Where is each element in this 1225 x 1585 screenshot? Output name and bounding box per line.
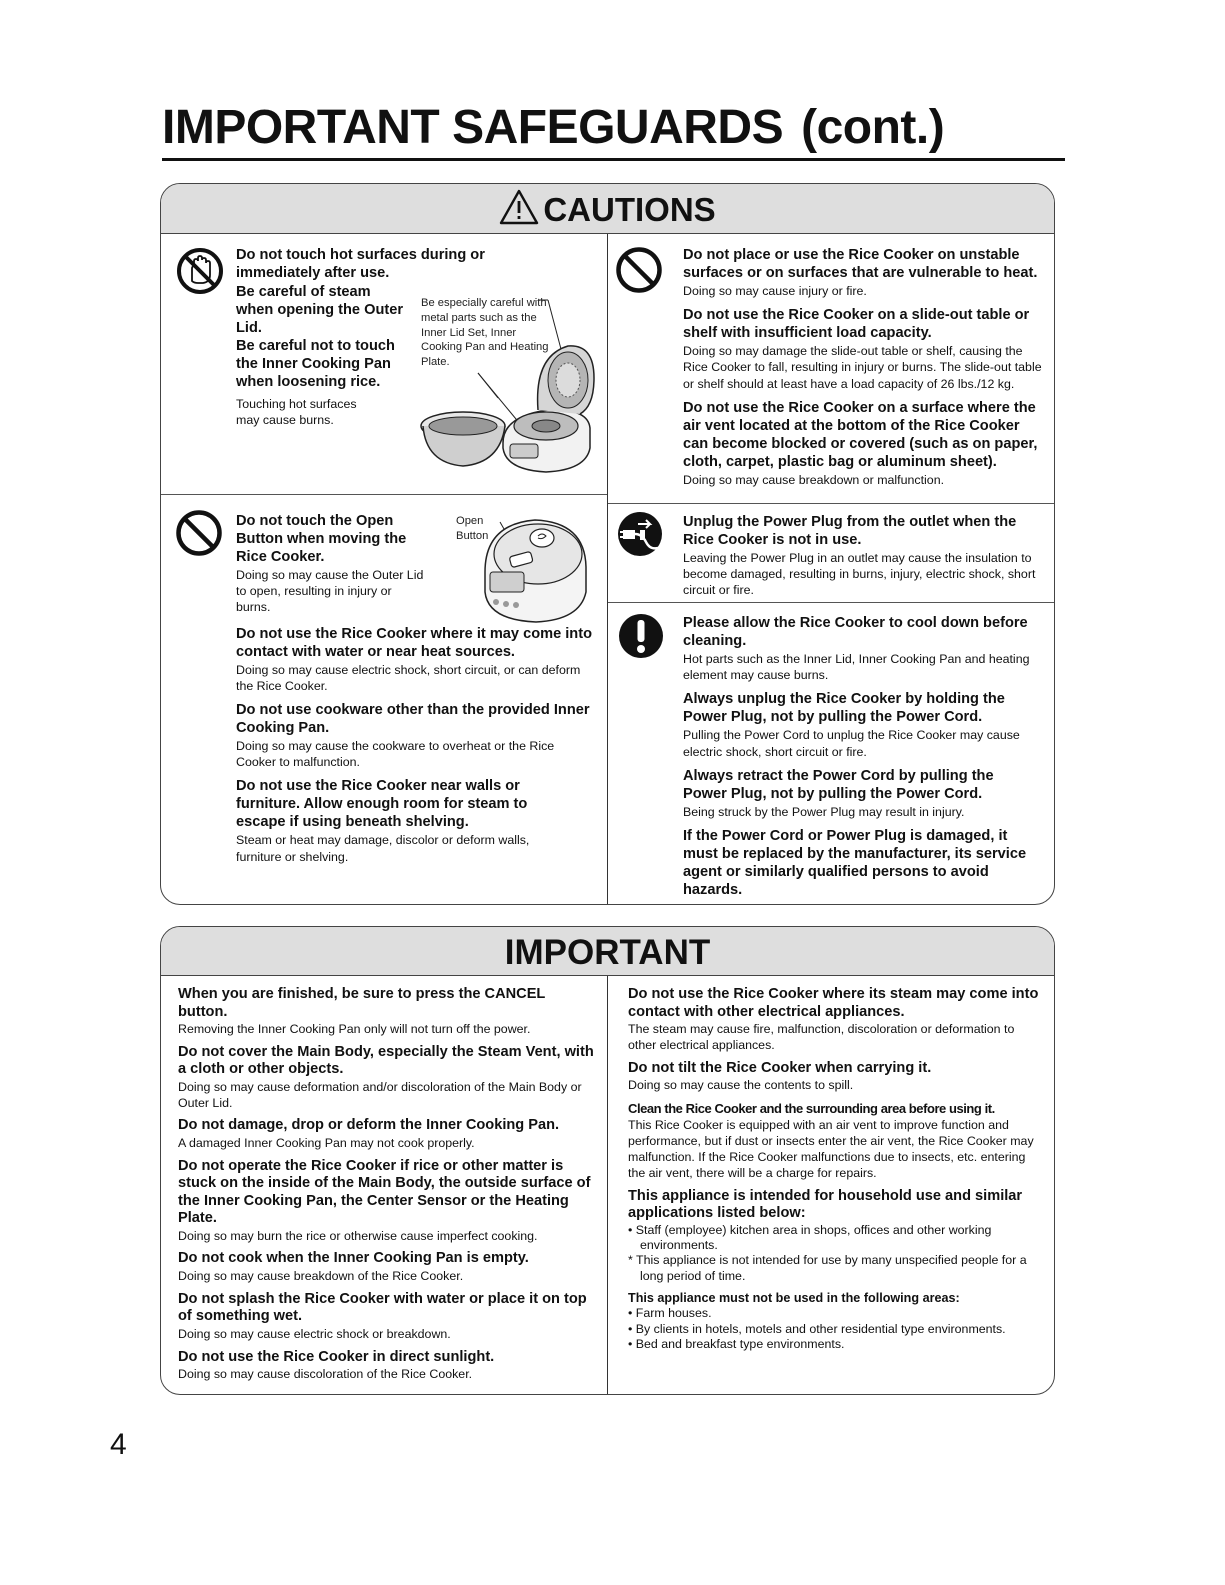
important-cover-text: Doing so may cause deformation and/or discoloration of the Main Body or Outer Lid.: [178, 1079, 582, 1110]
prohibition-icon-open-button: [175, 509, 223, 557]
list-item: • By clients in hotels, motels and other residential type environments.: [628, 1321, 1006, 1336]
important-left-column: [178, 986, 596, 1389]
important-stuck-text: Doing so may burn the rice or otherwise cause imperfect cooking.: [178, 1228, 538, 1243]
important-splash-text: Doing so may cause electric shock or breakdown.: [178, 1326, 451, 1341]
caution-unplug-holding-headline: Always unplug the Rice Cooker by holding the Power Plug, not by pulling the Power Cord.: [683, 691, 1005, 726]
caution-cookware-headline: Do not use cookware other than the provided Inner Cooking Pan.: [236, 702, 590, 737]
important-stuck-headline: Do not operate the Rice Cooker if rice or other matter is stuck on the inside of the Main Body, the outside surface of the Inner Cooking Pan, the Center Sensor or the Heating Plate.: [178, 1157, 591, 1227]
caution-unstable-text: Doing so may cause injury or fire.: [683, 284, 867, 298]
page-title: [162, 98, 944, 158]
important-empty-headline: Do not cook when the Inner Cooking Pan is empty.: [178, 1250, 529, 1267]
caution-unplug-holding-text: Pulling the Power Cord to unplug the Rice Cooker may cause electric shock, short circuit or fire.: [683, 728, 1020, 759]
title-rule: [162, 158, 1065, 161]
title-main: IMPORTANT SAFEGUARDS: [162, 101, 784, 154]
caution-air-vent-text: Doing so may cause breakdown or malfunction.: [683, 472, 945, 487]
important-cancel-text: Removing the Inner Cooking Pan only will not turn off the power.: [178, 1022, 531, 1036]
important-tilt-headline: Do not tilt the Rice Cooker when carrying it.: [628, 1059, 932, 1076]
important-tilt-text: Doing so may cause the contents to spill.: [628, 1078, 854, 1093]
rice-cooker-open-illustration: [418, 298, 598, 473]
caution-cookware-text: Doing so may cause the cookware to overheat or the Rice Cooker to malfunction.: [236, 739, 555, 770]
important-clean-headline: Clean the Rice Cooker and the surrounding area before using it.: [628, 1100, 995, 1116]
caution-steam-headline: Be careful of steam when opening the Outer Lid.: [236, 284, 404, 336]
no-touch-hand-icon: [176, 247, 224, 295]
unplug-icon: [616, 510, 664, 558]
list-item: • Staff (employee) kitchen area in shops, offices and other working environments.: [628, 1222, 992, 1252]
warning-triangle-icon: [499, 189, 539, 225]
cautions-title: CAUTIONS: [543, 191, 716, 228]
cautions-column-divider: [607, 234, 608, 904]
list-item: • Farm houses.: [628, 1306, 712, 1321]
caution-cleaning: [683, 614, 1041, 899]
cautions-header: [161, 184, 1054, 234]
caution-water-headline: Do not use the Rice Cooker where it may come into contact with water or near heat sources.: [236, 625, 593, 660]
caution-open-button-note: Doing so may cause the Outer Lid to open, resulting in injury or burns.: [236, 568, 424, 615]
prohibition-icon-surfaces: [615, 246, 663, 294]
important-sunlight-text: Doing so may cause discoloration of the Rice Cooker.: [178, 1367, 473, 1382]
caution-retract-text: Being struck by the Power Plug may result in injury.: [683, 804, 965, 819]
important-title: IMPORTANT: [504, 933, 711, 972]
important-clean-text: This Rice Cooker is equipped with an air vent to improve function and performance, but if dust or insects enter the air vent, the Rice Cooker may malfunction. If the Rice Cooker malfunctions due to insects, etc. entering the air vent, there will be a charge for repairs.: [628, 1118, 1034, 1180]
caution-hot-surfaces-note: Touching hot surfaces may cause burns.: [236, 397, 357, 428]
caution-unplug-text: Leaving the Power Plug in an outlet may cause the insulation to become damaged, resulting in burns, injury, electric shock, short circuit or fire.: [683, 551, 1036, 598]
caution-slide-out-headline: Do not use the Rice Cooker on a slide-out table or shelf with insufficient load capacity.: [683, 307, 1030, 342]
important-sunlight-headline: Do not use the Rice Cooker in direct sunlight.: [178, 1348, 495, 1365]
exclamation-mandatory-icon: [617, 612, 665, 660]
page-number: 4: [110, 1428, 127, 1461]
important-right-column: [628, 986, 1040, 1358]
household-list: [628, 1223, 1040, 1285]
important-damage-text: A damaged Inner Cooking Pan may not cook properly.: [178, 1135, 475, 1150]
caution-retract-headline: Always retract the Power Cord by pulling the Power Plug, not by pulling the Power Cord.: [683, 767, 994, 802]
caution-damaged-cord-headline: If the Power Cord or Power Plug is damaged, it must be replaced by the manufacturer, its service agent or similarly qualified persons to avoid hazards.: [683, 828, 1027, 899]
important-not-used-headline: This appliance must not be used in the following areas:: [628, 1291, 960, 1306]
important-column-divider: [607, 976, 608, 1394]
important-empty-text: Doing so may cause breakdown of the Rice Cooker.: [178, 1268, 464, 1283]
caution-air-vent-headline: Do not use the Rice Cooker on a surface where the air vent located at the bottom of the Rice Cooker can become blocked or covered (such as on paper, cloth, carpet, plastic bag or aluminum sheet).: [683, 399, 1038, 470]
caution-open-button-headline: Do not touch the Open Button when moving the Rice Cooker.: [236, 513, 407, 565]
caution-loosening-headline: Be careful not to touch the Inner Cooking Pan when loosening rice.: [236, 338, 395, 390]
list-item: • Bed and breakfast type environments.: [628, 1337, 845, 1352]
caution-cool-down-headline: Please allow the Rice Cooker to cool down before cleaning.: [683, 615, 1028, 649]
cautions-left-row-divider: [161, 494, 607, 495]
not-used-list: [628, 1306, 1040, 1352]
caution-unplug-headline: Unplug the Power Plug from the outlet when the Rice Cooker is not in use.: [683, 514, 1017, 548]
caution-unstable-headline: Do not place or use the Rice Cooker on unstable surfaces or on surfaces that are vulnerable to heat.: [683, 247, 1038, 281]
caution-slide-out-text: Doing so may damage the slide-out table or shelf, causing the Rice Cooker to fall, resulting in injury or burns. The slide-out table or shelf should at least have a load capacity of 26 lbs./12 kg.: [683, 344, 1042, 391]
important-damage-headline: Do not damage, drop or deform the Inner Cooking Pan.: [178, 1117, 560, 1134]
callout-metal-parts: Be especially careful with metal parts such as the Inner Lid Set, Inner Cooking Pan and Heating Plate.: [421, 297, 549, 369]
important-cover-headline: Do not cover the Main Body, especially the Steam Vent, with a cloth or other objects.: [178, 1043, 594, 1078]
title-suffix: (cont.): [801, 101, 945, 154]
caution-cool-down-text: Hot parts such as the Inner Lid, Inner Cooking Pan and heating element may cause burns.: [683, 652, 1030, 683]
important-household-headline: This appliance is intended for household use and similar applications listed below:: [628, 1187, 1023, 1222]
caution-water-text: Doing so may cause electric shock, short circuit, or can deform the Rice Cooker.: [236, 662, 581, 693]
important-cancel-headline: When you are finished, be sure to press the CANCEL button.: [178, 986, 546, 1020]
important-steam-headline: Do not use the Rice Cooker where its steam may come into contact with other electrical appliances.: [628, 986, 1039, 1020]
callout-open-button: Open Button: [456, 515, 489, 542]
caution-unplug: [683, 513, 1045, 606]
important-header: [161, 927, 1054, 976]
caution-hot-surfaces-headline: Do not touch hot surfaces during or immediately after use.: [236, 247, 485, 281]
rice-cooker-closed-illustration: [480, 512, 590, 624]
caution-surfaces: [683, 246, 1043, 495]
important-steam-text: The steam may cause fire, malfunction, discoloration or deformation to other electrical appliances.: [628, 1022, 1015, 1052]
caution-walls-text: Steam or heat may damage, discolor or deform walls, furniture or shelving.: [236, 833, 530, 864]
important-splash-headline: Do not splash the Rice Cooker with water or place it on top of something wet.: [178, 1290, 587, 1325]
list-item: * This appliance is not intended for use by many unspecified people for a long period of time.: [628, 1253, 1027, 1283]
cautions-right-row-divider-1: [608, 503, 1054, 504]
caution-walls-headline: Do not use the Rice Cooker near walls or furniture. Allow enough room for steam to escape if using beneath shelving.: [236, 778, 528, 831]
